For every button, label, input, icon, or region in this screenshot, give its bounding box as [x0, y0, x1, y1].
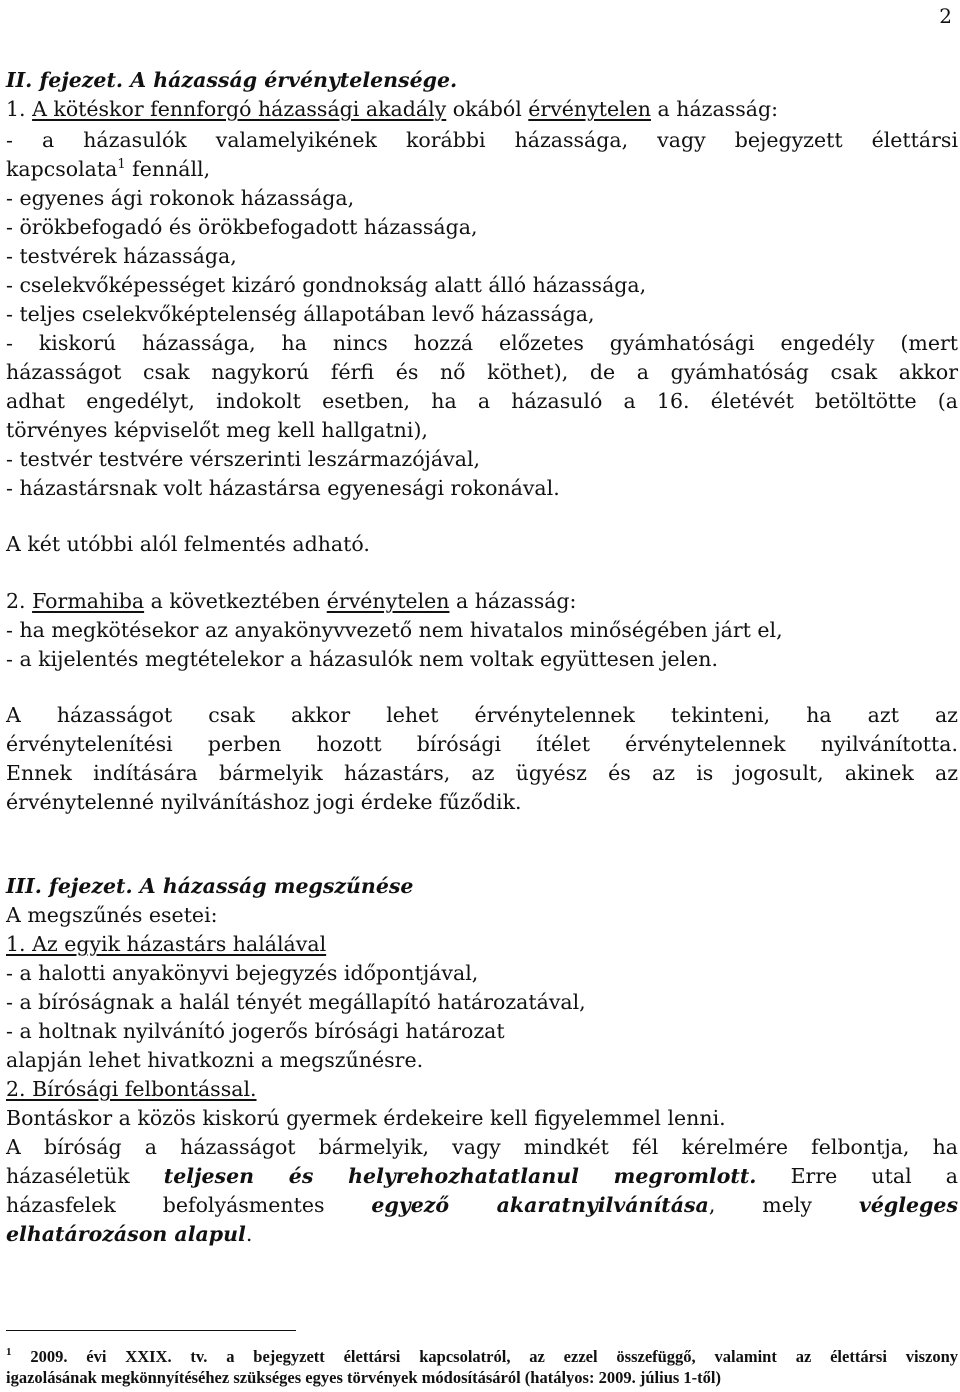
bold-phrase-final: végleges [858, 1193, 958, 1217]
chapter3-heading: III. fejezet. A házasság megszűnése [6, 874, 414, 898]
case1-item-3: alapján lehet hivatkozni a megszűnésre. [6, 1048, 424, 1072]
divorce-line-0: A bíróság a házasságot bármelyik, vagy mindkét fél kérelmére felbontja, ha [6, 1135, 958, 1159]
para-line-1: érvénytelenítési perben hozott bírósági ítélet érvénytelennek nyilvánította. [6, 732, 958, 756]
list3-item-0: - ha megkötésekor az anyakönyvvezető nem hivatalos minőségében járt el, [6, 618, 783, 642]
fennall-text: fennáll, [125, 157, 211, 181]
case1-item-0: - a halotti anyakönyvi bejegyzés időpontjával, [6, 961, 479, 985]
list3-item-1: - a kijelentés megtételekor a házasulók nem voltak együttesen jelen. [6, 647, 718, 671]
para-line-0: A házasságot csak akkor lehet érvénytelennek tekinteni, ha azt az [6, 703, 958, 727]
divorce-text: házaséletük [6, 1164, 164, 1188]
case1-item-1: - a bíróságnak a halál tényét megállapító határozatával, [6, 990, 586, 1014]
list1-item-4: - cselekvőképességet kizáró gondnokság alatt álló házassága, [6, 273, 647, 297]
list2-item-0: - testvér testvére vérszerinti leszármazójával, [6, 447, 481, 471]
divorce-period: . [245, 1222, 253, 1246]
chapter2-point2 [6, 587, 576, 615]
chapter2-point1 [6, 95, 778, 123]
bold-phrase-decision: elhatározáson alapul [6, 1222, 246, 1246]
page-number: 2 [939, 4, 952, 28]
divorce-text-2: házasfelek befolyásmentes [6, 1193, 372, 1217]
minor-line-1: házasságot csak nagykorú férfi és nő köthet), de a gyámhatóság csak akkor [6, 360, 958, 384]
bold-phrase-consent: egyező akaratnyilvánítása [371, 1193, 709, 1217]
point2-underlined-formahiba: Formahiba [32, 589, 145, 613]
point1-text: okából [446, 97, 529, 121]
footnote-reference: 1 [117, 157, 126, 172]
footnote-line-1: igazolásának megkönnyítéséhez szükséges egyes törvények módosításáról (hatályos: 2009. július 1-től) [6, 1368, 721, 1387]
para-line-2: Ennek indítására bármelyik házastárs, az ügyész és az is jogosult, akinek az [6, 761, 958, 785]
divorce-line-1 [6, 1162, 958, 1190]
footnote-mark: 1 [6, 1346, 12, 1358]
case1-heading: 1. Az egyik házastárs halálával [6, 932, 327, 956]
point1-number: 1. [6, 97, 33, 121]
list1-item-5: - teljes cselekvőképtelenség állapotában levő házassága, [6, 302, 595, 326]
bold-phrase-breakdown: teljesen és helyrehozhatatlanul megromlott. [163, 1164, 757, 1188]
minor-line-3: törvényes képviselőt meg kell hallgatni), [6, 418, 428, 442]
kapcsolata-text: kapcsolata [6, 157, 118, 181]
minor-line-2: adhat engedélyt, indokolt esetben, ha a házasuló a 16. életévét betöltötte (a [6, 389, 958, 413]
point1-underlined-cause: A kötéskor fennforgó házassági akadály [32, 97, 447, 121]
point1-text-end: a házasság: [650, 97, 778, 121]
list1-item-0-cont [6, 155, 210, 183]
case1-item-2: - a holtnak nyilvánító jogerős bírósági határozat [6, 1019, 505, 1043]
minor-line-0: - kiskorú házassága, ha nincs hozzá előzetes gyámhatósági engedély (mert [6, 331, 958, 355]
divorce-line-2 [6, 1191, 958, 1219]
chapter2-heading: II. fejezet. A házasság érvénytelensége. [6, 68, 458, 92]
point2-number: 2. [6, 589, 33, 613]
children-text: Bontáskor a közös kiskorú gyermek érdekeire kell figyelemmel lenni. [6, 1106, 726, 1130]
footnote-separator [6, 1330, 296, 1331]
point2-text: a következtében [144, 589, 327, 613]
divorce-line-3 [6, 1220, 252, 1248]
termination-intro: A megszűnés esetei: [6, 903, 218, 927]
list2-item-1: - házastársnak volt házastársa egyenesági rokonával. [6, 476, 560, 500]
para-line-3: érvénytelenné nyilvánításhoz jogi érdeke fűződik. [6, 790, 522, 814]
divorce-text-end: Erre utal a [756, 1164, 958, 1188]
list1-item-3: - testvérek házassága, [6, 244, 237, 268]
list1-item-1: - egyenes ági rokonok házassága, [6, 186, 355, 210]
list1-item-2: - örökbefogadó és örökbefogadott házassága, [6, 215, 478, 239]
divorce-text-3: , mely [708, 1193, 859, 1217]
footnote-text-0: 2009. évi XXIX. tv. a bejegyzett élettársi kapcsolatról, az ezzel összefüggő, valamint az élettársi viszony [11, 1347, 958, 1366]
point2-text-end: a házasság: [449, 589, 577, 613]
point2-underlined-invalid: érvénytelen [326, 589, 450, 613]
point1-underlined-invalid: érvénytelen [528, 97, 651, 121]
case2-heading: 2. Bírósági felbontással. [6, 1077, 257, 1101]
exemption-text: A két utóbbi alól felmentés adható. [6, 532, 370, 556]
list1-item-0: - a házasulók valamelyikének korábbi házassága, vagy bejegyzett élettársi [6, 128, 958, 152]
